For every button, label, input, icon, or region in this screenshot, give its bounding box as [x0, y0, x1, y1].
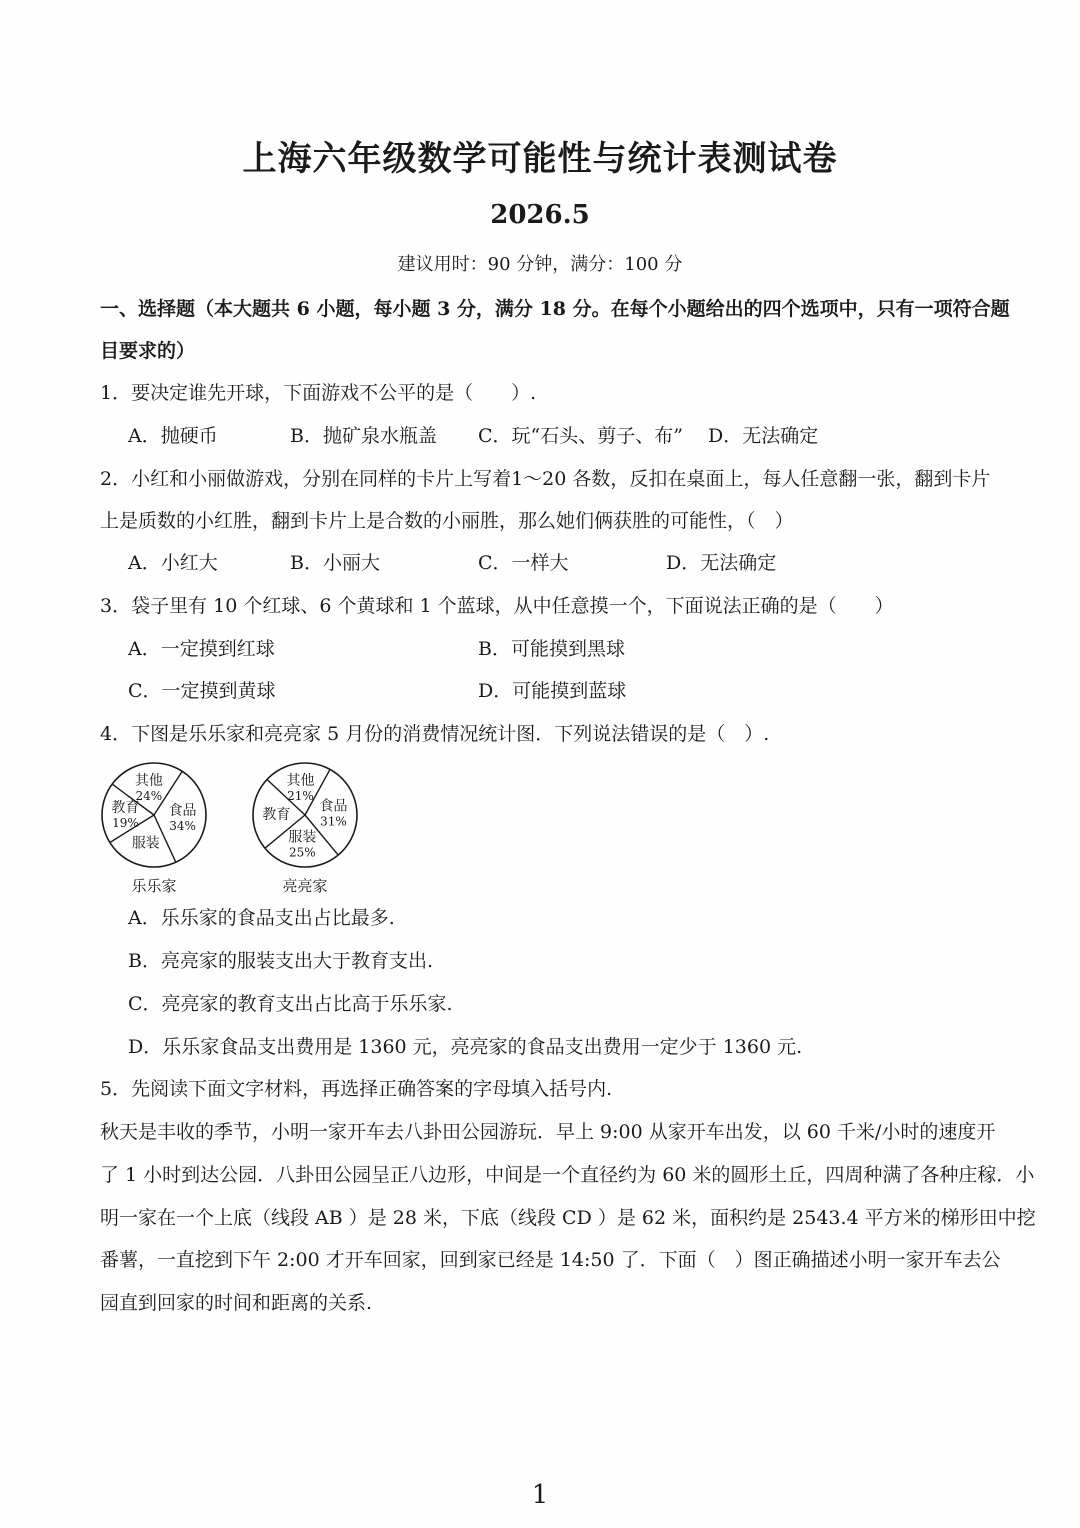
pie-slice-label: 其他	[134, 772, 163, 789]
pie-charts	[88, 760, 378, 895]
q5-paragraph-line: 了 1 小时到达公园．八卦田公园呈正八边形，中间是一个直径约为 60 米的圆形土丘，四周种满了各种庄稼．小	[100, 1164, 1035, 1186]
pie-slice-label: 食品	[168, 803, 197, 820]
q3-option-a: A．一定摸到红球	[128, 638, 275, 660]
q4-option-b: B．亮亮家的服装支出大于教育支出.	[128, 950, 434, 972]
q2-stem-line2: 上是质数的小红胜，翻到卡片上是合数的小丽胜，那么她们俩获胜的可能性，（ ）	[100, 510, 794, 532]
q5-paragraph-line: 明一家在一个上底（线段 AB ）是 28 米，下底（线段 CD ）是 62 米，面积约是 2543.4 平方米的梯形田中挖	[100, 1207, 1036, 1229]
pie-slice-label: 服装	[288, 829, 317, 846]
pie-slice-value: 34%	[169, 819, 196, 834]
page-number: 1	[531, 1480, 549, 1510]
q3-stem: 3．袋子里有 10 个红球、6 个黄球和 1 个蓝球，从中任意摸一个，下面说法正确的是（ ）	[100, 595, 894, 617]
pie-slice-value: 19%	[112, 815, 139, 830]
q1-option-c: C．玩“石头、剪子、布”	[478, 425, 683, 447]
q3-option-c: C．一定摸到黄球	[128, 680, 276, 702]
q2-stem-line1: 2．小红和小丽做游戏，分别在同样的卡片上写着1～20 各数，反扣在桌面上，每人任意翻一张，翻到卡片	[100, 468, 991, 490]
pie-slice-value: 31%	[320, 814, 347, 829]
pie-slice-label: 其他	[286, 772, 315, 789]
pie-slice-label: 食品	[319, 798, 348, 815]
pie-slice-label: 教育	[111, 799, 140, 816]
pie-slice-value: 25%	[289, 845, 316, 860]
q2-option-d: D．无法确定	[666, 552, 777, 574]
q4-option-c: C．亮亮家的教育支出占比高于乐乐家.	[128, 993, 453, 1015]
q1-stem: 1．要决定谁先开球，下面游戏不公平的是（ ）.	[100, 382, 537, 404]
q3-option-b: B．可能摸到黑球	[478, 638, 625, 660]
q5-paragraph-line: 番薯，一直挖到下午 2:00 才开车回家，回到家已经是 14:50 了．下面（ ）图正确描述小明一家开车去公	[100, 1249, 1001, 1271]
q1-option-b: B．抛矿泉水瓶盖	[290, 425, 437, 447]
pie-chart-title: 乐乐家	[131, 877, 177, 895]
q5-stem: 5．先阅读下面文字材料，再选择正确答案的字母填入括号内.	[100, 1078, 613, 1100]
pie-chart-title: 亮亮家	[282, 877, 328, 895]
exam-date: 2026.5	[490, 200, 590, 230]
pie-slice-value: 21%	[287, 788, 314, 803]
q4-option-d: D．乐乐家食品支出费用是 1360 元，亮亮家的食品支出费用一定少于 1360 元.	[128, 1036, 803, 1058]
pie-chart	[102, 763, 206, 895]
pie-slice-value: 24%	[135, 788, 163, 803]
q3-option-d: D．可能摸到蓝球	[478, 680, 627, 702]
q5-paragraph-line: 秋天是丰收的季节，小明一家开车去八卦田公园游玩．早上 9:00 从家开车出发，以 60 千米/小时的速度开	[100, 1121, 996, 1143]
q1-option-d: D．无法确定	[708, 425, 819, 447]
exam-meta: 建议用时：90 分钟，满分：100 分	[397, 254, 683, 275]
page-title: 上海六年级数学可能性与统计表测试卷	[242, 139, 838, 179]
q1-option-a: A．抛硬币	[128, 425, 218, 447]
q2-option-b: B．小丽大	[290, 552, 380, 574]
pie-chart	[253, 763, 357, 895]
q5-paragraph-line: 园直到回家的时间和距离的关系.	[100, 1292, 373, 1314]
section-heading-line1: 一、选择题（本大题共 6 小题，每小题 3 分，满分 18 分。在每个小题给出的四个选项中，只有一项符合题	[100, 298, 1010, 320]
pie-slice-label: 服装	[131, 835, 160, 852]
section-heading-line2: 目要求的）	[100, 340, 196, 362]
q4-option-a: A．乐乐家的食品支出占比最多.	[128, 907, 395, 929]
pie-slice-label: 教育	[262, 807, 291, 824]
q4-stem: 4．下图是乐乐家和亮亮家 5 月份的消费情况统计图．下列说法错误的是（ ）.	[100, 723, 770, 745]
q2-option-c: C．一样大	[478, 552, 569, 574]
q2-option-a: A．小红大	[128, 552, 218, 574]
